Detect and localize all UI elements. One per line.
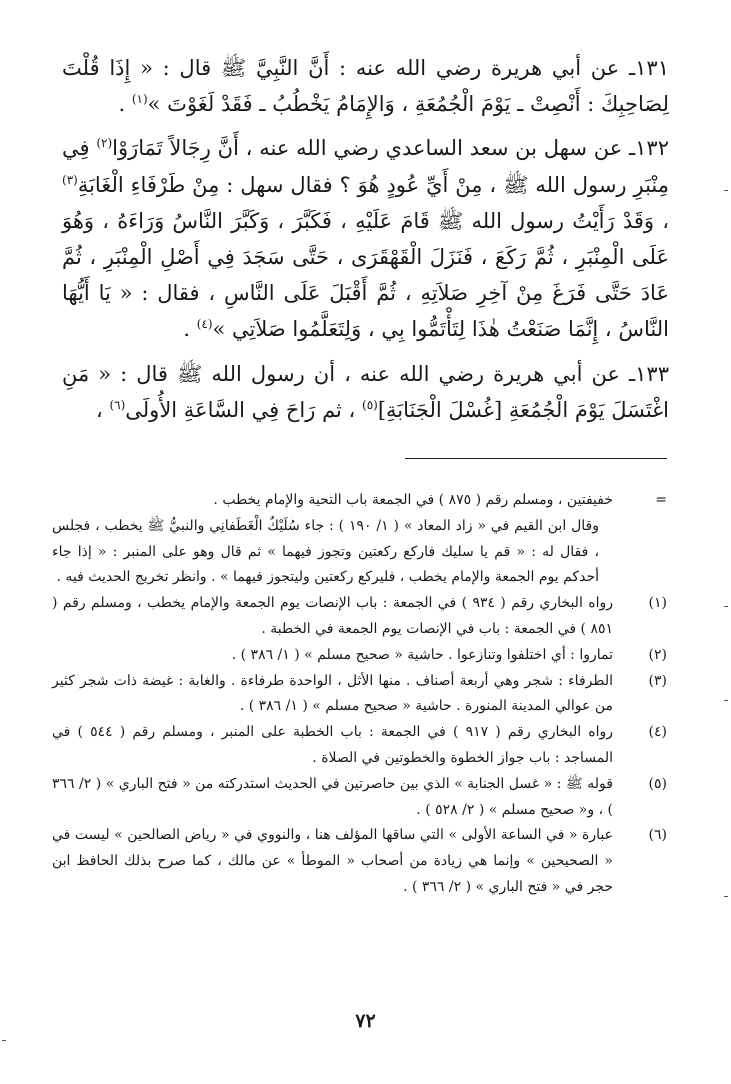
scan-margin-mark: [724, 606, 728, 607]
footnote-4-text: رواه البخاري رقم ( ٩١٧ ) في الجمعة : باب الخطبة على المنبر ، ومسلم رقم ( ٥٤٤ ) في المساجد : باب جواز الخطوة والخطوتين في الصلاة .: [52, 724, 613, 766]
hadith-132: ١٣٢ـ عن سهل بن سعد الساعدي رضي الله عنه ، أَنَّ رِجَالاً تَمَارَوْا$^{(٢)}$ فِي مِنْبَرِ رسول الله ﷺ ، مِنْ أَيِّ عُودٍ هُوَ ؟ فقال سهل : مِنْ طَرْفَاءِ الْغَابَةِ$^{(٣)}$ ، وَقَدْ رَأَيْتُ رسول الله ﷺ قَامَ عَلَيْهِ ، فَكَبَّرَ ، وَكَبَّرَ النَّاسُ وَرَاءَهُ ، وَهُوَ عَلَى الْمِنْبَرِ ، ثُمَّ رَكَعَ ، فَنَزَلَ الْقَهْقَرَى ، حَتَّى سَجَدَ فِي أَصْلِ الْمِنْبَرِ ، ثُمَّ عَادَ حَتَّى فَرَغَ مِنْ آخِرِ صَلاَتِهِ ، ثُمَّ أَقْبَلَ عَلَى النَّاسِ ، فقال : « يَا أَيُّهَا النَّاسُ ، إِنَّمَا صَنَعْتُ هٰذَا لِتَأْتَمُّوا بِي ، وَلِتَعَلَّمُوا صَلاَتِي »$^{(٤)}$ .: [62, 136, 669, 342]
hadith-133-text-b: ، ثم رَاحَ فِي السَّاعَةِ الأُولَى: [125, 397, 356, 422]
footnote-5: [52, 772, 669, 824]
footnote-ref-1: (١): [131, 92, 148, 107]
footnotes: [52, 488, 669, 901]
page-number: ٧٢: [355, 1010, 376, 1032]
footnote-1-mark: (١): [648, 595, 667, 612]
footnote-2-text: تماروا : أي اختلفوا وتنازعوا . حاشية « صحيح مسلم » ( ١/ ٣٨٦ ) .: [231, 646, 613, 663]
scan-margin-mark: [724, 896, 728, 897]
scan-margin-mark: [724, 190, 728, 191]
hadith-131: ١٣١ـ عن أبي هريرة رضي الله عنه : أَنَّ النَّبِيَّ ﷺ قال : « إِذَا قُلْتَ لِصَاحِبِكَ : أَنْصِتْ ـ يَوْمَ الْجُمُعَةِ ، وَالإِمَامُ يَخْطُبُ ـ فَقَدْ لَغَوْتَ »$^{(١)}$ .: [62, 56, 669, 117]
footnote-separator: [405, 458, 667, 459]
hadith-133-trailing: ،: [95, 397, 103, 422]
scan-margin-mark: [724, 700, 728, 701]
footnote-ref-5: (٥): [362, 397, 378, 412]
continuation-text: خفيفتين ، ومسلم رقم ( ٨٧٥ ) في الجمعة باب التحية والإمام يخطب .: [213, 492, 613, 508]
footnote-5-mark: (٥): [648, 775, 667, 792]
footnote-2-mark: (٢): [648, 646, 667, 663]
hadith-132-text-a: ١٣٢ـ عن سهل بن سعد الساعدي رضي الله عنه ، أَنَّ رِجَالاً تَمَارَوْا: [112, 136, 669, 161]
footnote-3: [52, 669, 669, 721]
scan-margin-mark: [2, 1040, 6, 1041]
footnote-1: [52, 591, 669, 643]
footnote-ref-4: (٤): [196, 317, 213, 332]
footnote-continuation: [52, 488, 669, 514]
footnote-ref-3: (٣): [62, 172, 78, 187]
footnote-6: [52, 823, 669, 900]
footnote-ref-2: (٢): [96, 136, 113, 151]
footnote-5-text: قوله ﷺ : « غسل الجنابة » الذي بين حاصرتين في الحديث استدركته من « فتح الباري » ( ٢/ ٣٦٦ ) ، و« صحيح مسلم » ( ٢/ ٥٢٨ ) .: [52, 775, 613, 818]
continuation-mark: =: [655, 492, 667, 508]
footnote-3-mark: (٣): [648, 672, 667, 689]
footnote-6-mark: (٦): [648, 827, 667, 844]
hadith-132-text-b: فِي مِنْبَرِ رسول الله ﷺ ، مِنْ أَيِّ عُودٍ هُوَ ؟ فقال سهل : مِنْ طَرْفَاءِ الْغَابَةِ: [62, 136, 669, 197]
hadith-text: [62, 50, 669, 436]
hadith-131-text: ١٣١ـ عن أبي هريرة رضي الله عنه : أَنَّ النَّبِيَّ ﷺ قال : « إِذَا قُلْتَ لِصَاحِبِكَ : أَنْصِتْ ـ يَوْمَ الْجُمُعَةِ ، وَالإِمَامُ يَخْطُبُ ـ فَقَدْ لَغَوْتَ »: [62, 56, 669, 117]
hadith-133: [62, 356, 669, 428]
hadith-133-text-a: ١٣٣ـ عن أبي هريرة رضي الله عنه ، أن رسول الله ﷺ قال : « مَنِ اغْتَسَلَ يَوْمَ الْجُمُعَةِ [غُسْلَ الْجَنَابَةِ]: [62, 361, 669, 422]
continuation-quote: وقال ابن القيم في « زاد المعاد » ( ١/ ١٩٠ ) : جاء سُلَيْكٌ الْغَطَفانِي والنبيُّ ﷺ يخطب ، فجلس ، فقال له : « قم يا سليك فاركع ركعتين وتجوز فيهما » ثم قال وهو على المنبر : « إذا جاء أحدكم يوم الجمعة والإمام يخطب ، فليركع ركعتين وليتجوز فيهما » . وانظر تخريج الحديث فيه .: [52, 517, 599, 586]
footnote-1-text: رواه البخاري رقم ( ٩٣٤ ) في الجمعة : باب الإنصات يوم الجمعة والإمام يخطب ، ومسلم رقم ( ٨٥١ ) في الجمعة : باب في الإنصات يوم الجمعة في الخطبة .: [52, 595, 613, 637]
footnote-4-mark: (٤): [648, 724, 667, 741]
footnote-6-text: عبارة « في الساعة الأولى » التي ساقها المؤلف هنا ، والنووي في « رياض الصالحين » ليست في « الصحيحين » وإنما هي زيادة من أصحاب « الموطأ » عن مالك ، كما صرح بذلك الحافظ ابن حجر في « فتح الباري » ( ٢/ ٣٦٦ ) .: [52, 827, 613, 895]
hadith-132-text-c: ، وَقَدْ رَأَيْتُ رسول الله ﷺ قَامَ عَلَيْهِ ، فَكَبَّرَ ، وَكَبَّرَ النَّاسُ وَرَاءَهُ ، وَهُوَ عَلَى الْمِنْبَرِ ، ثُمَّ رَكَعَ ، فَنَزَلَ الْقَهْقَرَى ، حَتَّى سَجَدَ فِي أَصْلِ الْمِنْبَرِ ، ثُمَّ عَادَ حَتَّى فَرَغَ مِنْ آخِرِ صَلاَتِهِ ، ثُمَّ أَقْبَلَ عَلَى النَّاسِ ، فقال : « يَا أَيُّهَا النَّاسُ ، إِنَّمَا صَنَعْتُ هٰذَا لِتَأْتَمُّوا بِي ، وَلِتَعَلَّمُوا صَلاَتِي »: [62, 208, 669, 342]
footnote-4: [52, 720, 669, 772]
footnote-ref-6: (٦): [109, 397, 126, 412]
footnote-3-text: الطرفاء : شجر وهي أربعة أصناف . منها الأثل ، الواحدة طرفاءة . والغابة : غيضة ذات شجر كثير من عوالي المدينة المنورة . حاشية « صحيح مسلم » ( ١/ ٣٨٦ ) .: [52, 672, 613, 715]
footnote-2: [52, 643, 669, 669]
